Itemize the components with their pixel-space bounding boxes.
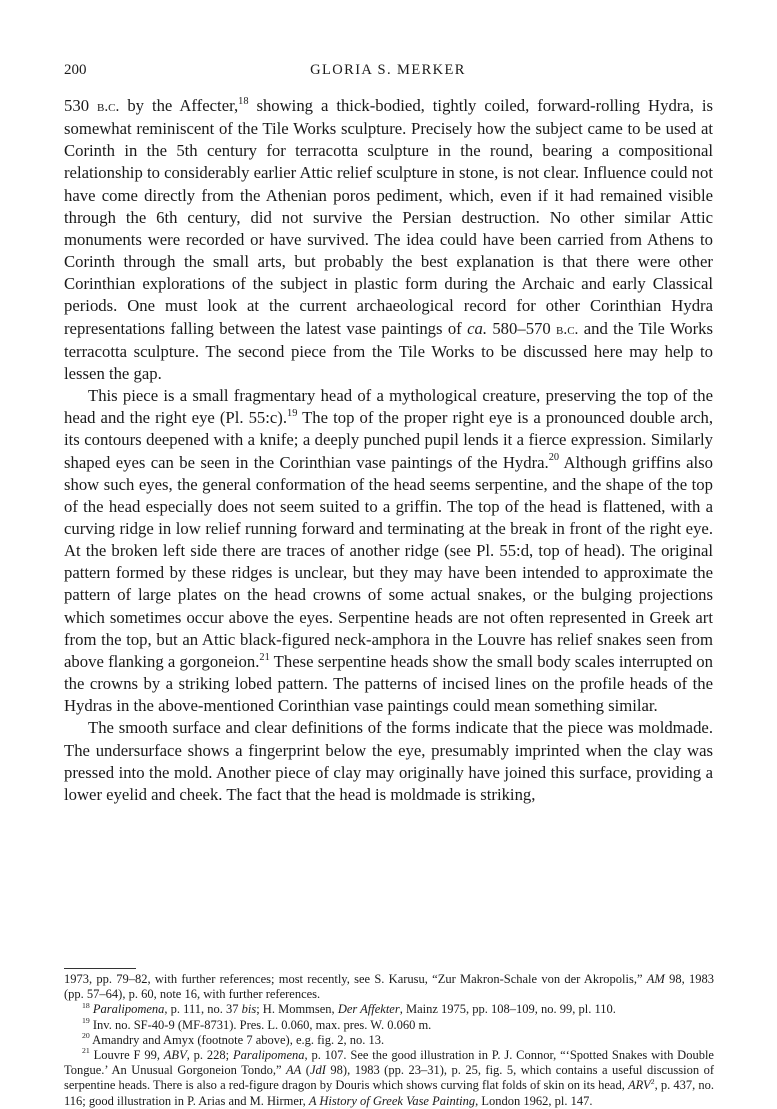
footnotes <box>64 972 714 1109</box>
footnote-continued: 1973, pp. 79–82, with further references; most recently, see S. Karusu, “Zur Makron-Schale von der Akropolis,” AM 98, 1983 (pp. 57–64), p. 60, note 16, with further references. <box>64 972 714 1002</box>
body-text <box>64 95 713 806</box>
footnote-ref-21: 21 <box>259 651 270 663</box>
footnote-20: $^{20}$ Amandry and Amyx (footnote 7 above), e.g. fig. 2, no. 13. <box>82 1031 385 1047</box>
page-header <box>64 62 712 84</box>
footnote-21: $^{21}$ Louvre F 99, ABV, p. 228; Paralipomena, p. 107. See the good illustration in P. J. Connor, “‘Spotted Snakes with Double Tongue.’ An Unusual Gorgoneion Tondo,” AA (JdI 98), 1983 (pp. 23–31), p. 25, fig. 5, which contains a useful discussion of serpentine heads. There is also a red-figure dragon by Douris which shows curving flat folds of skin on its head, ARV$^2$, p. 437, no. 116; good illustration in P. Arias and M. Hirmer, A History of Greek Vase Painting, London 1962, pl. 147. <box>64 1046 715 1108</box>
paragraph-3: The smooth surface and clear definitions of the forms indicate that the piece was moldmade. The undersurface shows a fingerprint below the eye, presumably imprinted when the clay was pressed into the mold. Another piece of clay may originally have joined this surface, providing a lower eyelid and cheek. The fact that the head is moldmade is striking, <box>64 718 713 804</box>
footnote-19: $^{19}$ Inv. no. SF-40-9 (MF-8731). Pres. L. 0.060, max. pres. W. 0.060 m. <box>82 1016 432 1032</box>
footnote-ref-18: 18 <box>238 95 249 107</box>
footnote-rule <box>64 968 136 969</box>
footnote-ref-20: 20 <box>548 452 560 464</box>
paragraph-1: 530 b.c. by the Affecter,$^{18}$ showing a thick-bodied, tightly coiled, forward-rolling Hydra, is somewhat reminiscent of the Tile Works sculpture. Precisely how the subject came to be used at Corinth in the 5th century for terracotta sculpture in the round, bearing a compositional relationship to considerably earlier Attic relief sculpture in stone, is not clear. Influence could not have come directly from the Athenian poros pediment, which, even if it had remained visible through the 6th century, did not survive the Persian destruction. No other similar Attic monuments were recorded or have survived. The idea could have been carried from Athens to Corinth through the small arts, but probably the best explanation is that there were other Corinthian explorations of the subject in plastic form during the Archaic and early Classical periods. One must look at the current archaeological record for other Corinthian Hydra representations falling between the latest vase paintings of ca. 580–570 b.c. and the Tile Works terracotta sculpture. The second piece from the Tile Works to be discussed here may help to lessen the gap. <box>64 95 714 383</box>
footnote-ref-19: 19 <box>287 408 298 420</box>
footnote-18: $^{18}$ Paralipomena, p. 111, no. 37 bis; H. Mommsen, Der Affekter, Mainz 1975, pp. 108–109, no. 99, pl. 110. <box>82 1000 616 1017</box>
page-number: 200 <box>64 62 87 78</box>
running-head: GLORIA S. MERKER <box>310 62 466 78</box>
paragraph-2: This piece is a small fragmentary head of a mythological creature, preserving the top of the head and the right eye (Pl. 55:c).$^{19}$ The top of the proper right eye is a pronounced double arch, its contours deepened with a knife; a deeply punched pupil lends it a fierce expression. Similarly shaped eyes can be seen in the Corinthian vase paintings of the Hydra.$^{20}$ Although griffins also show such eyes, the general conformation of the head seems serpentine, and the shape of the top of the head especially does not seem suited to a griffin. The top of the head is flattened, with a curving ridge in low relief running forward and terminating at the break in front of the right eye. At the broken left side there are traces of another ridge (see Pl. 55:d, top of head). The original pattern formed by these ridges is unclear, but they may have been intended to approximate the pattern of large plates on the head crowns of some actual snakes, or the bulging projections which sometimes occur above the eyes. Serpentine heads are not often represented in Greek art from the top, but an Attic black-figured neck-amphora in the Louvre has relief snakes seen from above flanking a gorgoneion.$^{21}$ These serpentine heads show the small body scales interrupted on the crowns by a striking lobed pattern. The patterns of incised lines on the profile heads of the Hydras in the above-mentioned Corinthian vase paintings could mean something similar. <box>64 386 713 716</box>
